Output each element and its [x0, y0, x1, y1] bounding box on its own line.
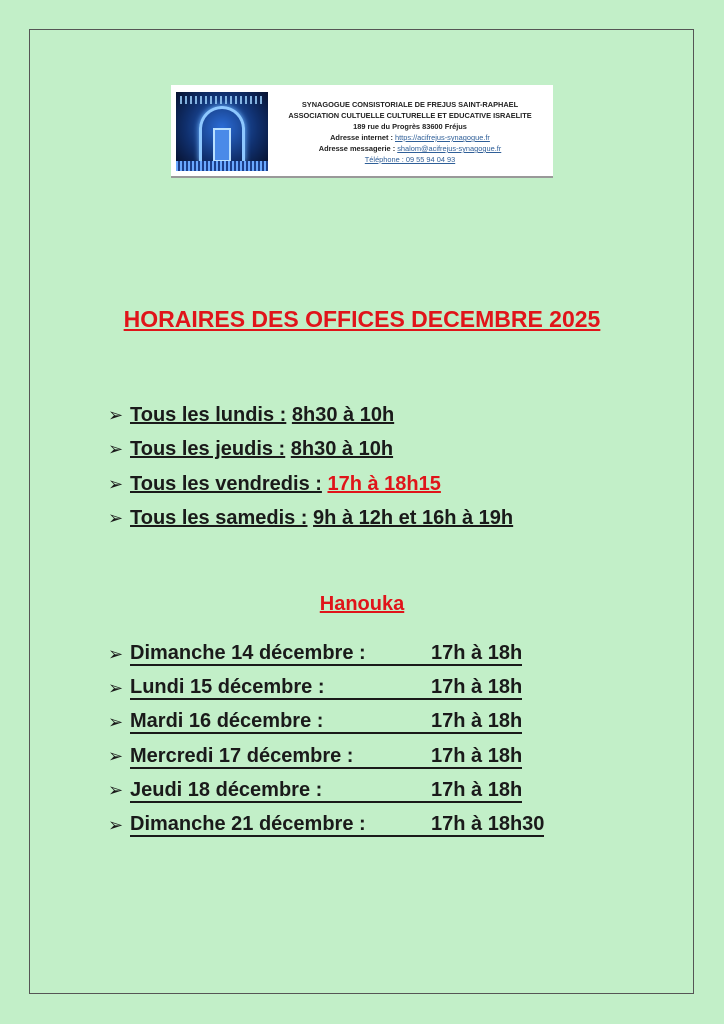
hanouka-item [108, 740, 544, 774]
weekly-item [108, 433, 513, 468]
weekly-label: Tous les jeudis : [130, 438, 286, 461]
email-link[interactable]: shalom@acifrejus-synagogue.fr [397, 144, 502, 153]
website-link[interactable]: https://acifrejus-synagogue.fr [395, 133, 490, 142]
page-title: HORAIRES DES OFFICES DECEMBRE 2025 [123, 306, 601, 332]
hanouka-title: Hanouka [319, 593, 405, 615]
internet-label: Adresse internet : [330, 133, 393, 142]
arrowhead-icon: ➢ [108, 439, 124, 460]
arrowhead-icon: ➢ [108, 677, 124, 698]
arrowhead-icon: ➢ [108, 508, 124, 529]
org-name: SYNAGOGUE CONSISTORIALE DE FREJUS SAINT-RAPHAEL [301, 100, 519, 109]
arrowhead-icon: ➢ [108, 814, 124, 835]
weekly-schedule [108, 398, 513, 536]
weekly-label: Tous les samedis : [130, 507, 308, 530]
hanouka-time: 17h à 18h30 [431, 813, 545, 836]
hanouka-item [108, 774, 544, 808]
org-address: 189 rue du Progrès 83600 Fréjus [353, 122, 467, 131]
arrowhead-icon: ➢ [108, 404, 124, 425]
email-label: Adresse messagerie : [318, 144, 396, 153]
hanouka-time: 17h à 18h [431, 778, 523, 801]
org-association: ASSOCIATION CULTUELLE CULTURELLE ET EDUCATIVE ISRAELITE [288, 111, 532, 120]
hanouka-day: Dimanche 21 décembre : [130, 813, 366, 836]
hanouka-schedule [108, 637, 544, 842]
weekly-item [108, 502, 513, 537]
hanouka-item [108, 671, 544, 705]
letterhead [171, 85, 553, 178]
letterhead-info [275, 99, 545, 165]
arrowhead-icon: ➢ [108, 643, 124, 664]
synagogue-photo [176, 92, 268, 171]
weekly-time: 8h30 à 10h [291, 403, 395, 426]
hanouka-time: 17h à 18h [431, 710, 523, 733]
hanouka-day: Jeudi 18 décembre : [130, 778, 323, 801]
hanouka-day: Mardi 16 décembre : [130, 710, 324, 733]
hanouka-item [108, 637, 544, 671]
hanouka-item [108, 705, 544, 739]
arrowhead-icon: ➢ [108, 711, 124, 732]
hanouka-time: 17h à 18h [431, 642, 523, 665]
weekly-time: 9h à 12h et 16h à 19h [313, 507, 514, 530]
arrowhead-icon: ➢ [108, 780, 124, 801]
weekly-label: Tous les vendredis : [130, 472, 322, 495]
weekly-time: 17h à 18h15 [327, 472, 441, 495]
hanouka-time: 17h à 18h [431, 676, 523, 699]
arrowhead-icon: ➢ [108, 746, 124, 767]
weekly-label: Tous les lundis : [130, 403, 287, 426]
arrowhead-icon: ➢ [108, 473, 124, 494]
hanouka-day: Mercredi 17 décembre : [130, 744, 354, 767]
hanouka-day: Dimanche 14 décembre : [130, 642, 366, 665]
hanouka-day: Lundi 15 décembre : [130, 676, 325, 699]
weekly-time: 8h30 à 10h [290, 438, 394, 461]
weekly-item [108, 467, 513, 502]
weekly-item [108, 398, 513, 433]
phone-link[interactable]: Téléphone : 09 55 94 04 93 [364, 155, 456, 164]
hanouka-time: 17h à 18h [431, 744, 523, 767]
hanouka-item [108, 808, 544, 842]
